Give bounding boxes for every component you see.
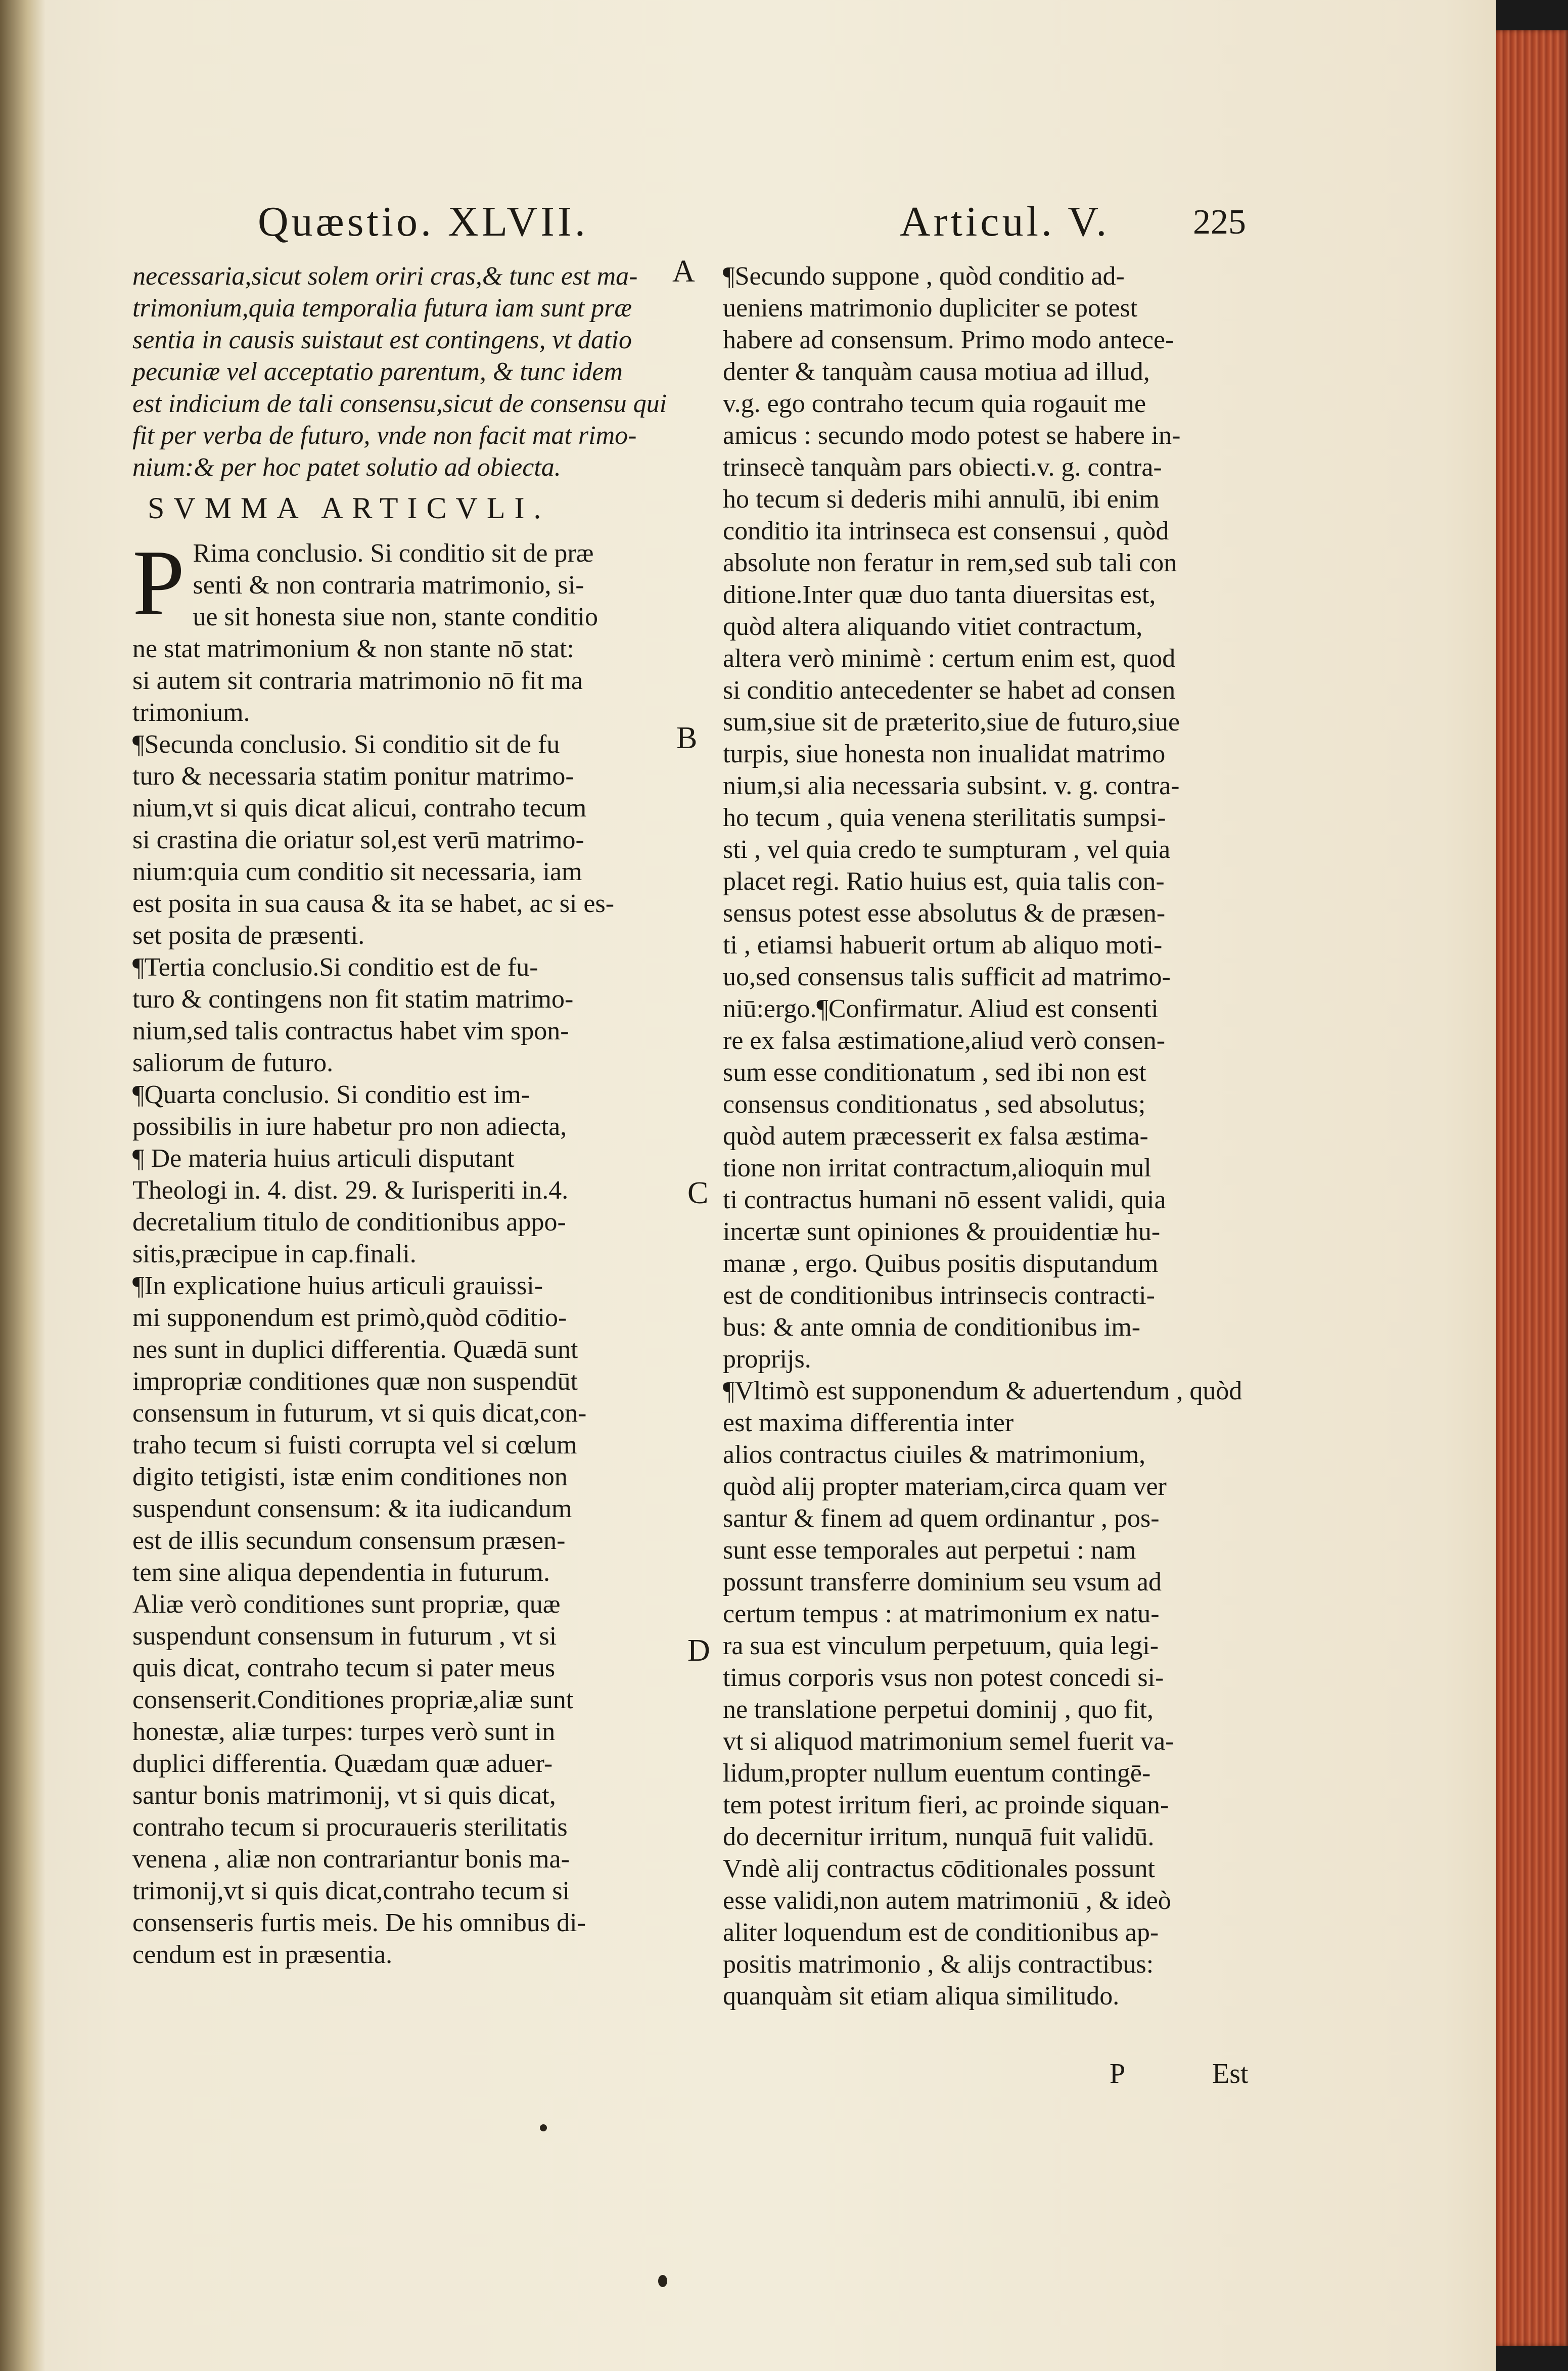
paragraph-de-materia: ¶ De materia huius articuli disputant Theologi in. 4. dist. 29. & Iurisperiti in.4. decretalium titulo de conditionibus appo- sitis,præcipue in cap.finali. (132, 1144, 569, 1268)
right-column (723, 260, 1259, 2012)
paragraph-quarta-conclusio: ¶Quarta conclusio. Si conditio est im- possibilis in iure habetur pro non adiecta, (132, 1080, 567, 1141)
ink-speck (658, 2275, 667, 2287)
background-bottom (1496, 2346, 1568, 2371)
drop-capital: P (132, 531, 185, 635)
binding-shadow (0, 0, 45, 2371)
running-head-left: Quæstio. XLVII. (258, 198, 588, 245)
background-top (1496, 0, 1568, 30)
running-head-right: Articul. V. (900, 198, 1110, 245)
paragraph-prima-conclusio: Rima conclusio. Si conditio sit de præ senti & non contraria matrimonio, si- ue sit honesta siue non, stante conditio ne stat matrimonium & non stante nō stat: si autem sit contraria matrimonio nō fit ma trimonium. (132, 539, 598, 727)
intro-italic-text: necessaria,sicut solem oriri cras,& tunc est ma- trimonium,quia temporalia futura iam sunt præ sentia in causis suistaut est contingens, vt datio pecuniæ vel acceptatio parentum, & tunc idem est indicium de tali consensu,sicut de consensu qui fit per verba de futuro, vnde non facit mat rimo- nium:& per hoc patet solutio ad obiecta. (132, 262, 667, 482)
paragraph-secunda-conclusio: ¶Secunda conclusio. Si conditio sit de fu turo & necessaria statim ponitur matrimo- nium,vt si quis dicat alicui, contraho tecum si crastina die oriatur sol,est verū matrimo- nium:quia cum conditio sit necessaria, iam est posita in sua causa & ita se habet, ac si es- set posita de præsenti. (132, 730, 615, 950)
paragraph-vltimo: ¶Vltimò est supponendum & aduertendum , quòd est maxima differentia inter alios contractus ciuiles & matrimonium, quòd alij propter materiam,circa quam ver santur & finem ad quem ordinantur , pos- sunt esse temporales aut perpetui : nam possunt transferre dominium seu vsum ad certum tempus : at matrimonium ex natu- ra sua est vinculum perpetuum, quia legi- timus corporis vsus non potest concedi si- ne translatione perpetui dominij , quo fit, vt si aliquod matrimonium semel fuerit va- lidum,propter nullum euentum contingē- tem potest irritum fieri, ac proinde siquan- do decernitur irritum, nunquā fuit validū. Vndè alij contractus cōditionales possunt esse validi,non autem matrimoniū , & ideò aliter loquendum est de conditionibus ap- positis matrimonio , & alijs contractibus: quanquàm sit etiam aliqua similitudo. (723, 1377, 1242, 2011)
margin-letter-a: A (672, 254, 695, 289)
page-edge-red (1496, 30, 1568, 2346)
margin-letter-d: D (687, 1633, 710, 1668)
paragraph-secundo-suppone: ¶Secundo suppone , quòd conditio ad- ueniens matrimonio dupliciter se potest habere ad consensum. Primo modo antece- denter & tanquàm causa motiua ad illud, v.g. ego contraho tecum quia rogauit me amicus : secundo modo potest se habere in- trinsecè tanquàm pars obiecti.v. g. contra- ho tecum si dederis mihi annulū, ibi enim conditio ita intrinseca est consensui , quòd absolute non feratur in rem,sed sub tali con ditione.Inter quæ duo tanta diuersitas est, quòd altera aliquando vitiet contractum, altera verò minimè : certum enim est, quod si conditio antecedenter se habet ad consen sum,siue sit de præterito,siue de futuro,siue turpis, siue honesta non inualidat matrimo nium,si alia necessaria subsint. v. g. contra- ho tecum , quia venena sterilitatis sumpsi- sti , vel quia credo te sumpturam , vel quia placet regi. Ratio huius est, quia talis con- sensus potest esse absolutus & de præsen- ti , etiamsi habuerit ortum ab aliquo moti- uo,sed consensus talis sufficit ad matrimo- niū:ergo.¶Confirmatur. Aliud est consenti re ex falsa æstimatione,aliud verò consen- sum esse conditionatum , sed ibi non est consensus conditionatus , sed absolutus; quòd autem præcesserit ex falsa æstima- tione non irritat contractum,alioquin mul ti contractus humani nō essent validi, quia incertæ sunt opiniones & prouidentiæ hu- manæ , ergo. Quibus positis disputandum est de conditionibus intrinsecis contracti- bus: & ante omnia de conditionibus im- proprijs. (723, 262, 1181, 1374)
catchword: Est (1212, 2058, 1249, 2089)
margin-letter-c: C (687, 1176, 709, 1210)
signature-mark: P (1110, 2058, 1126, 2089)
page-header (0, 197, 1496, 268)
page-number: 225 (1193, 203, 1246, 242)
margin-letter-b: B (676, 721, 698, 755)
ink-speck (540, 2124, 547, 2131)
summa-articuli-heading: SVMMA ARTICVLI. (148, 491, 550, 525)
paragraph-in-explicatione: ¶In explicatione huius articuli grauissi- mi supponendum est primò,quòd cōditio- nes sunt in duplici differentia. Quædā sunt impropriæ conditiones quæ non suspendūt consensum in futurum, vt si quis dicat,con- traho tecum si fuisti corrupta vel si cœlum digito tetigisti, istæ enim conditiones non suspendunt consensum: & ita iudicandum est de illis secundum consensum præsen- tem sine aliqua dependentia in futurum. Aliæ verò conditiones sunt propriæ, quæ suspendunt consensum in futurum , vt si quis dicat, contraho tecum si pater meus consenserit.Conditiones propriæ,aliæ sunt honestæ, aliæ turpes: turpes verò sunt in duplici differentia. Quædam quæ aduer- santur bonis matrimonij, vt si quis dicat, contraho tecum si procuraueris sterilitatis venena , aliæ non contrariantur bonis ma- trimonij,vt si quis dicat,contraho tecum si consenseris furtis meis. De his omnibus di- cendum est in præsentia. (132, 1271, 587, 1969)
paragraph-tertia-conclusio: ¶Tertia conclusio.Si conditio est de fu- turo & contingens non fit statim matrimo- nium,sed talis contractus habet vim spon- saliorum de futuro. (132, 953, 574, 1077)
left-column (132, 260, 688, 1971)
